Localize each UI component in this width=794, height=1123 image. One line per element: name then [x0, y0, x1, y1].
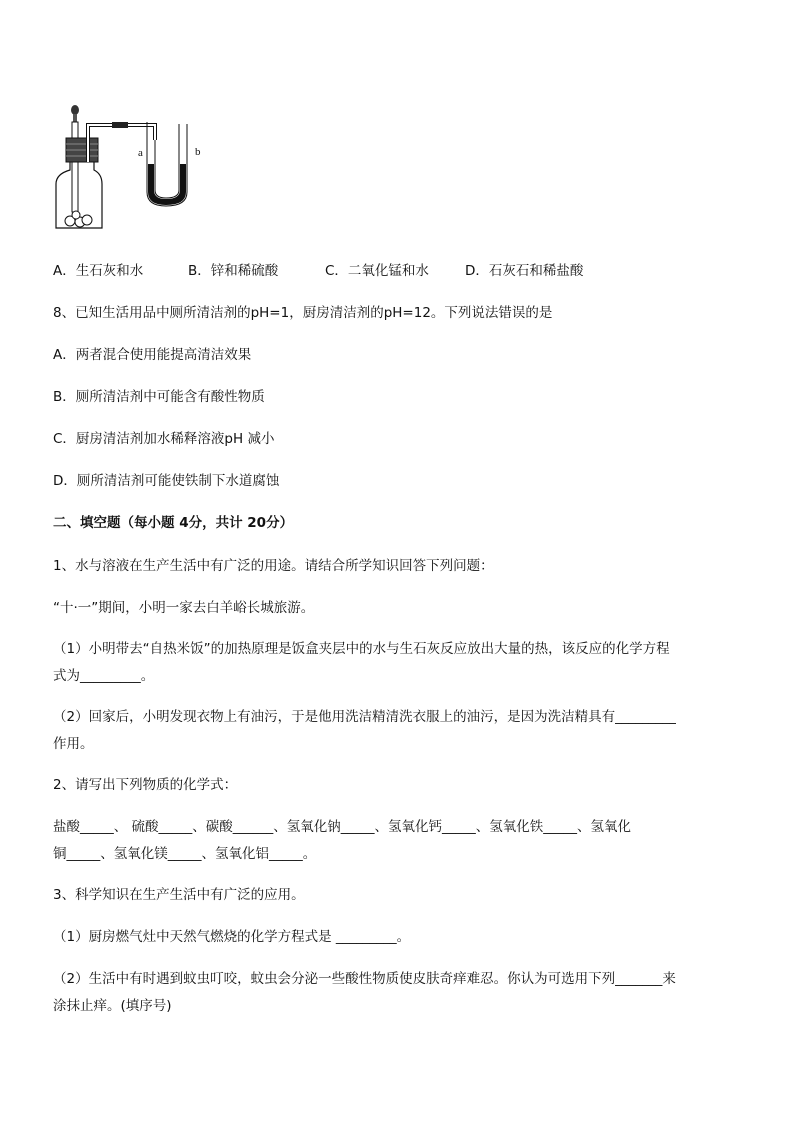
fill1-part1-line1: （1）小明带去“自热米饭”的加热原理是饭盒夹层中的水与生石灰反应放出大量的热，该反应的化学方程 — [53, 641, 670, 657]
q7-option-a: A．生石灰和水 — [53, 263, 144, 279]
fill1-part1-line2: 式为_________。 — [53, 668, 155, 684]
apparatus-figure — [50, 100, 220, 235]
section-title: 二、填空题（每小题 4分，共计 20分） — [53, 515, 294, 531]
fill1-part2-line1: （2）回家后，小明发现衣物上有油污，于是他用洗洁精清洗衣服上的油污，是因为洗洁精具有_________ — [53, 709, 676, 725]
q7-option-d: D．石灰石和稀盐酸 — [465, 263, 584, 279]
fill3-part2-line1: （2）生活中有时遇到蚊虫叮咬，蚊虫会分泌一些酸性物质使皮肤奇痒难忍。你认为可选用下列_______来 — [53, 971, 676, 987]
funnel-tube — [72, 122, 78, 212]
q7-options — [53, 262, 583, 280]
label-b: b — [195, 146, 201, 158]
fill2-line2: 铜_____、氢氧化镁_____、氢氧化铝_____。 — [53, 846, 317, 862]
q7-option-c: C．二氧化锰和水 — [325, 263, 429, 279]
fill3-stem: 3、科学知识在生产生活中有广泛的应用。 — [53, 887, 305, 903]
u-tube-inner — [155, 124, 179, 198]
fill3-part1: （1）厨房燃气灶中天然气燃烧的化学方程式是 _________。 — [53, 929, 411, 945]
fill1-part2-line2: 作用。 — [53, 736, 94, 752]
q7-option-b: B．锌和稀硫酸 — [188, 263, 279, 279]
dropper-bulb — [71, 105, 79, 115]
q8-option-b: B．厕所清洁剂中可能含有酸性物质 — [53, 389, 265, 405]
q8-option-a: A．两者混合使用能提高清洁效果 — [53, 347, 252, 363]
dropper-neck — [73, 114, 77, 122]
label-a: a — [138, 147, 143, 159]
fill1-context: “十·一”期间，小明一家去白羊峪长城旅游。 — [53, 600, 315, 616]
tube-connector — [112, 122, 128, 128]
fill3-part2-line2: 涂抹止痒。(填序号) — [53, 998, 172, 1014]
u-tube-liquid — [148, 164, 186, 205]
q8-option-c: C．厨房清洁剂加水稀释溶液pH 减小 — [53, 431, 275, 447]
fill2-line1: 盐酸_____、 硫酸_____、碳酸______、氢氧化钠_____、氢氧化钙_____、氢氧化铁_____、氢氧化 — [53, 819, 632, 835]
q8-stem: 8、已知生活用品中厕所清洁剂的pH=1，厨房清洁剂的pH=12。下列说法错误的是 — [53, 305, 553, 321]
fill1-stem: 1、水与溶液在生产生活中有广泛的用途。请结合所学知识回答下列问题： — [53, 558, 494, 574]
q8-option-d: D．厕所清洁剂可能使铁制下水道腐蚀 — [53, 473, 280, 489]
fill2-stem: 2、请写出下列物质的化学式： — [53, 777, 238, 793]
